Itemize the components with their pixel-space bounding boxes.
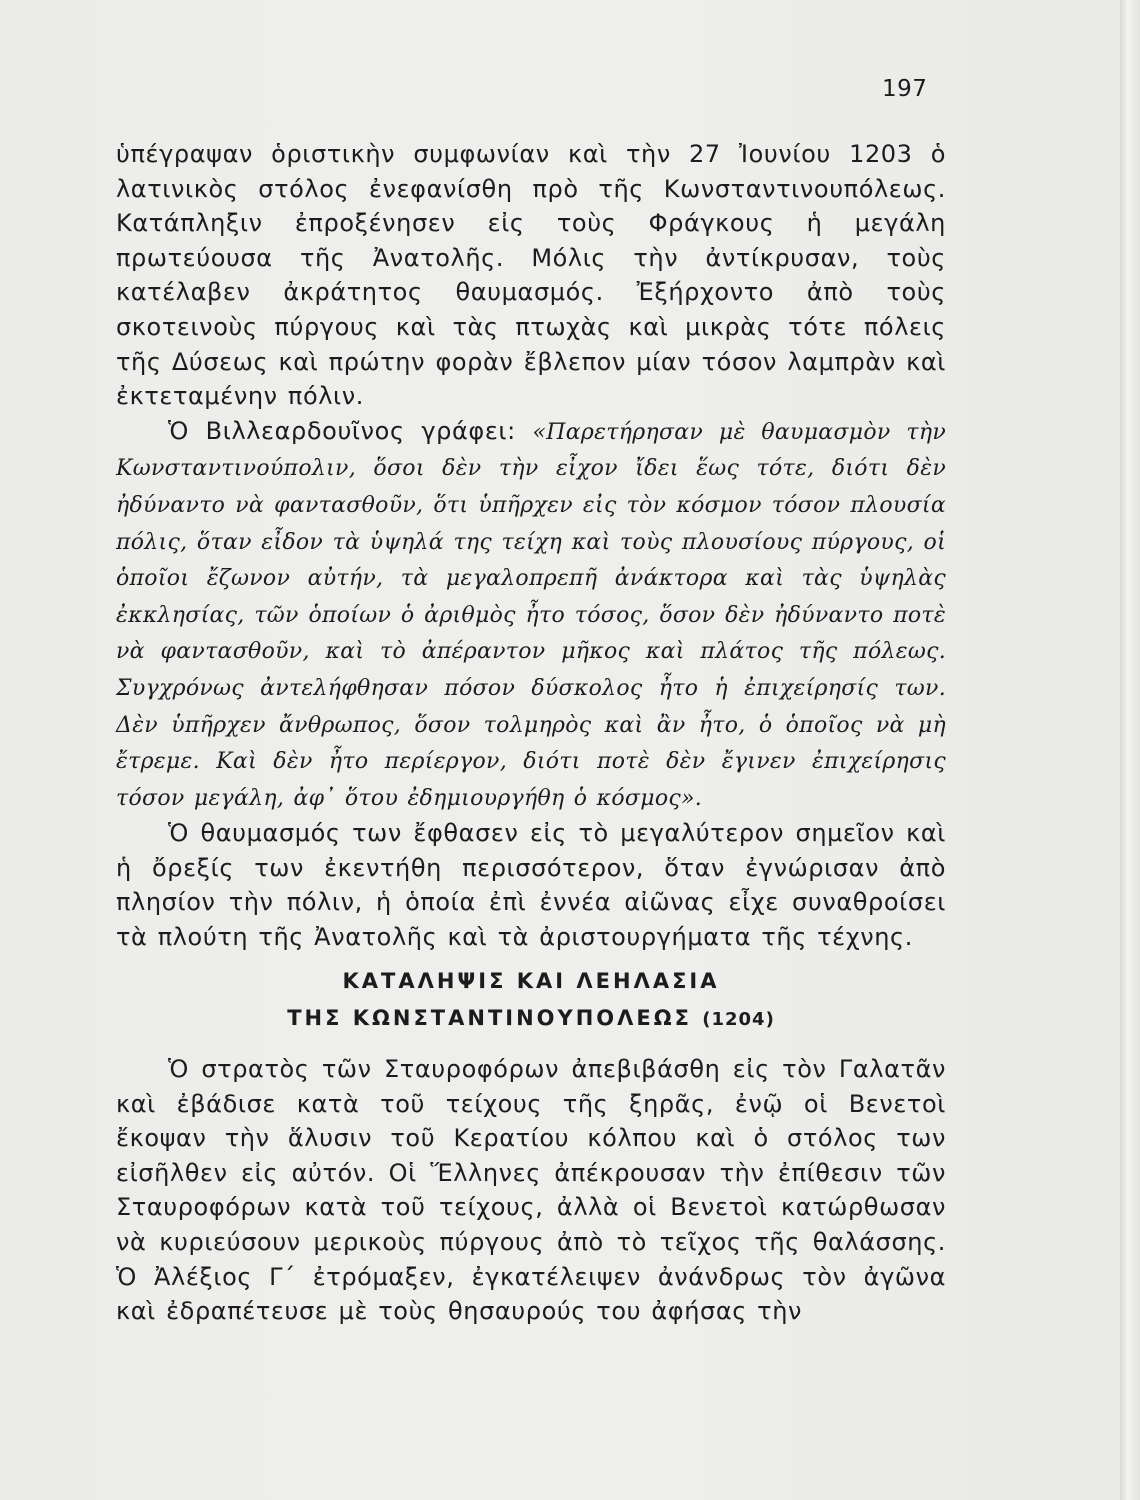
section-heading-line-1: ΚΑΤΑΛΗΨΙΣ ΚΑΙ ΛΕΗΛΑΣΙΑ — [342, 969, 720, 993]
section-heading-year: (1204) — [702, 1009, 775, 1030]
upper-text-block — [116, 137, 946, 955]
lower-text-block — [116, 1052, 946, 1329]
paragraph-villehardouin — [116, 414, 946, 817]
villehardouin-quote: «Παρετήρησαν μὲ θαυμασμὸν τὴν Κωνσταντινούπολιν, ὅσοι δὲν τὴν εἶχον ἴδει ἕως τότε, διότι δὲν ἠδύναντο νὰ φαντασθοῦν, ὅτι ὑπῆρχεν εἰς τὸν κόσμον τόσον πλουσία πόλις, ὅταν εἶδον τὰ ὑψηλά της τείχη καὶ τοὺς πλουσίους πύργους, οἱ ὁποῖοι ἔζωνον αὐτήν, τὰ μεγαλοπρεπῆ ἀνάκτορα καὶ τὰς ὑψηλὰς ἐκκλησίας, τῶν ὁποίων ὁ ἀριθμὸς ἦτο τόσος, ὅσον δὲν ἠδύναντο ποτὲ νὰ φαντασθοῦν, καὶ τὸ ἀπέραντον μῆκος καὶ πλάτος τῆς πόλεως. Συγχρόνως ἀντελήφθησαν πόσον δύσκολος ἦτο ἡ ἐπιχείρησίς των. Δὲν ὑπῆρχεν ἄνθρωπος, ὅσον τολμηρὸς καὶ ἂν ἦτο, ὁ ὁποῖος νὰ μὴ ἔτρεμε. Καὶ δὲν ἦτο περίεργον, διότι ποτὲ δὲν ἔγινεν ἐπιχείρησις τόσον μεγάλη, ἀφ᾽ ὅτου ἐδημιουργήθη ὁ κόσμος». — [116, 419, 946, 811]
page-number: 197 — [882, 76, 928, 102]
section-heading-title: ΤΗΣ ΚΩΝΣΤΑΝΤΙΝΟΥΠΟΛΕΩΣ — [287, 1006, 692, 1030]
section-heading-line-2 — [116, 1000, 946, 1038]
section-heading — [116, 963, 946, 1038]
paragraph-siege: Ὁ στρατὸς τῶν Σταυροφόρων ἀπεβιβάσθη εἰς τὸν Γαλατᾶν καὶ ἐβάδισε κατὰ τοῦ τείχους τῆς ξηρᾶς, ἐνῷ οἱ Βενετοὶ ἔκοψαν τὴν ἅλυσιν τοῦ Κερατίου κόλπου καὶ ὁ στόλος των εἰσῆλθεν εἰς αὐτόν. Οἱ Ἕλληνες ἀπέκρουσαν τὴν ἐπίθεσιν τῶν Σταυροφόρων κατὰ τοῦ τείχους, ἀλλὰ οἱ Βενετοὶ κατώρθωσαν νὰ κυριεύσουν μερικοὺς πύργους ἀπὸ τὸ τεῖχος τῆς θαλάσσης. Ὁ Ἀλέξιος Γ´ ἐτρόμαξεν, ἐγκατέλειψεν ἀνάνδρως τὸν ἀγῶνα καὶ ἐδραπέτευσε μὲ τοὺς θησαυρούς του ἀφήσας τὴν — [116, 1055, 946, 1326]
paragraph-crusader-arrival: ὑπέγραψαν ὁριστικὴν συμφωνίαν καὶ τὴν 27 Ἰουνίου 1203 ὁ λατινικὸς στόλος ἐνεφανίσθη πρὸ τῆς Κωνσταντινουπόλεως. Κατάπληξιν ἐπροξένησεν εἰς τοὺς Φράγκους ἡ μεγάλη πρωτεύουσα τῆς Ἀνατολῆς. Μόλις τὴν ἀντίκρυσαν, τοὺς κατέλαβεν ἀκράτητος θαυμασμός. Ἐξήρχοντο ἀπὸ τοὺς σκοτεινοὺς πύργους καὶ τὰς πτωχὰς καὶ μικρὰς τότε πόλεις τῆς Δύσεως καὶ πρώτην φορὰν ἔβλεπον μίαν τόσον λαμπρὰν καὶ ἐκτεταμένην πόλιν. — [116, 140, 946, 411]
page-edge — [1120, 0, 1140, 1500]
paragraph-admiration: Ὁ θαυμασμός των ἔφθασεν εἰς τὸ μεγαλύτερον σημεῖον καὶ ἡ ὄρεξίς των ἐκεντήθη περισσότερον, ὅταν ἐγνώρισαν ἀπὸ πλησίον τὴν πόλιν, ἡ ὁποία ἐπὶ ἐννέα αἰῶνας εἶχε συναθροίσει τὰ πλούτη τῆς Ἀνατολῆς καὶ τὰ ἀριστουργήματα τῆς τέχνης. — [116, 819, 946, 952]
villehardouin-intro: Ὁ Βιλλεαρδουῖνος γράφει: — [168, 416, 533, 445]
